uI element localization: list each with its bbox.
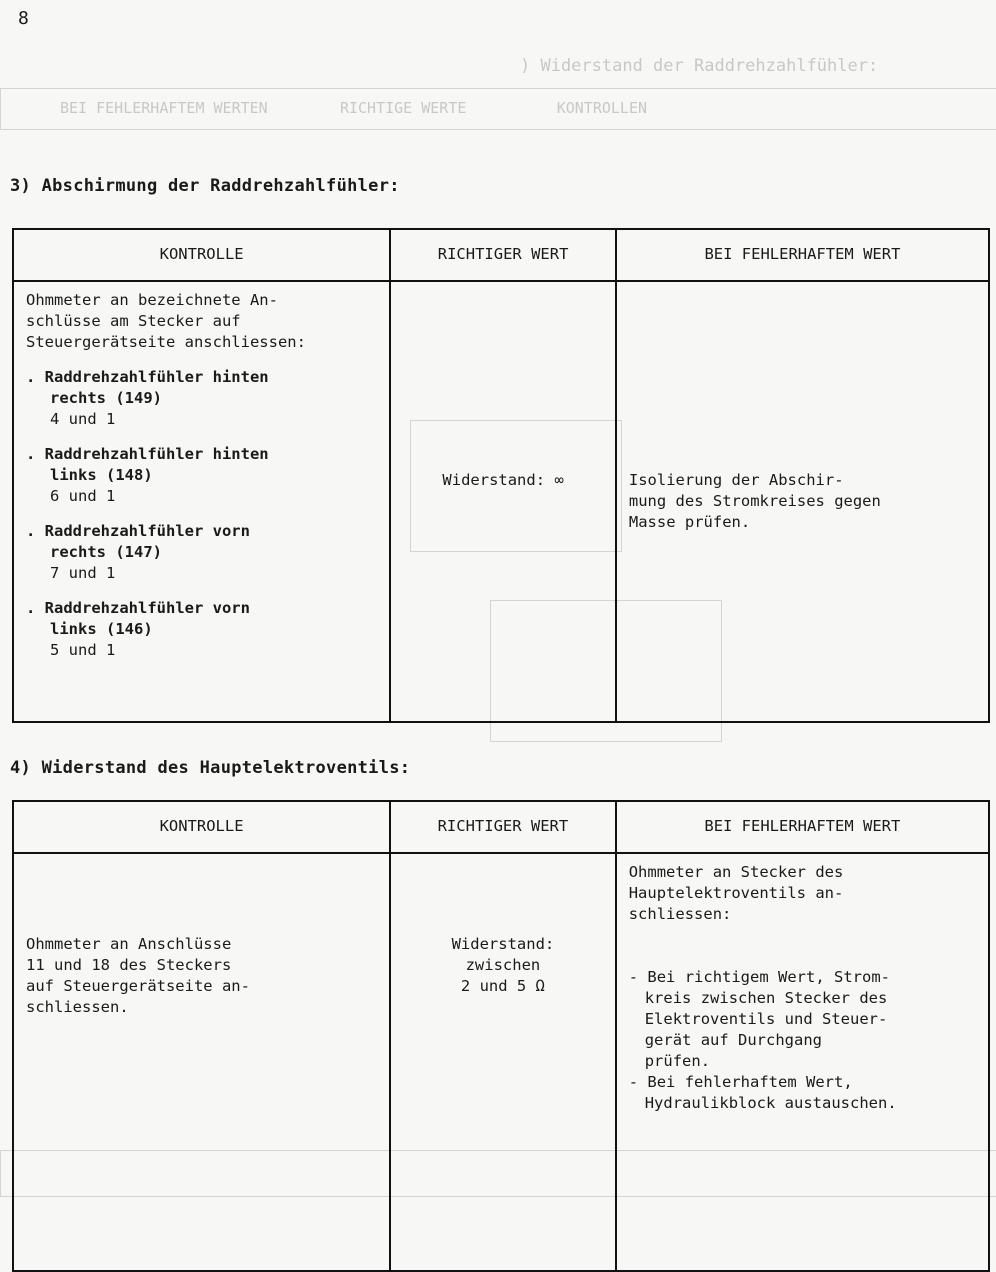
fehler-intro-line: Hauptelektroventils an- bbox=[628, 884, 844, 902]
fehler-intro-line: Ohmmeter an Stecker des bbox=[628, 863, 844, 881]
fehler-dash-line: Hydraulikblock austauschen. bbox=[644, 1094, 897, 1112]
section-3-table bbox=[12, 228, 990, 723]
col-richtig-header: RICHTIGER WERT bbox=[390, 801, 616, 853]
fehler-line: Isolierung der Abschir- bbox=[628, 471, 844, 489]
richtig-line: Widerstand: bbox=[451, 935, 555, 953]
kontrolle-line: 11 und 18 des Steckers bbox=[26, 956, 232, 974]
section-4-table bbox=[12, 800, 990, 1272]
fehler-cell bbox=[616, 281, 989, 722]
richtig-cell bbox=[390, 281, 616, 722]
list-item: . Raddrehzahlfühler hinten rechts (149) 4 und 1 bbox=[26, 367, 377, 430]
section-4-heading: 4) Widerstand des Hauptelektroventils: bbox=[10, 758, 411, 778]
intro-line: Steuergerätseite anschliessen: bbox=[26, 333, 306, 351]
fehler-line: Masse prüfen. bbox=[628, 513, 751, 531]
page-number: 8 bbox=[18, 8, 29, 29]
item-line1: Raddrehzahlfühler hinten bbox=[44, 445, 269, 463]
kontrolle-cell bbox=[13, 853, 390, 1271]
col-kontrolle-header: KONTROLLE bbox=[13, 229, 390, 281]
item-line2: rechts (147) bbox=[50, 543, 162, 561]
bleed-through-text: ) Widerstand der Raddrehzahlfühler: bbox=[520, 56, 879, 76]
intro-line: schlüsse am Stecker auf bbox=[26, 312, 241, 330]
item-line1: Raddrehzahlfühler vorn bbox=[44, 522, 250, 540]
kontrolle-line: schliessen. bbox=[26, 998, 129, 1016]
col-fehler-header: BEI FEHLERHAFTEM WERT bbox=[616, 801, 989, 853]
col-richtig-header: RICHTIGER WERT bbox=[390, 229, 616, 281]
item-line2: links (148) bbox=[50, 466, 153, 484]
table-row bbox=[13, 853, 989, 1271]
table-row bbox=[13, 281, 989, 722]
kontrolle-line: auf Steuergerätseite an- bbox=[26, 977, 250, 995]
fehler-line: mung des Stromkreises gegen bbox=[628, 492, 881, 510]
fehler-dash-line: kreis zwischen Stecker des bbox=[644, 989, 888, 1007]
col-fehler-header: BEI FEHLERHAFTEM WERT bbox=[616, 229, 989, 281]
kontrolle-cell bbox=[13, 281, 390, 722]
fehler-cell bbox=[616, 853, 989, 1271]
table-header-row bbox=[13, 801, 989, 853]
item-pins: 4 und 1 bbox=[50, 410, 116, 428]
section-3-heading: 3) Abschirmung der Raddrehzahlfühler: bbox=[10, 176, 400, 196]
richtig-line: zwischen bbox=[465, 956, 541, 974]
item-pins: 7 und 1 bbox=[50, 564, 116, 582]
kontrolle-line: Ohmmeter an Anschlüsse bbox=[26, 935, 232, 953]
item-line2: links (146) bbox=[50, 620, 153, 638]
fehler-dash-line: - Bei fehlerhaftem Wert, bbox=[628, 1073, 853, 1091]
fehler-dash-item bbox=[629, 1072, 976, 1114]
fehler-intro-line: schliessen: bbox=[628, 905, 732, 923]
list-item: . Raddrehzahlfühler vorn links (146) 5 und 1 bbox=[26, 598, 377, 661]
list-item: . Raddrehzahlfühler vorn rechts (147) 7 und 1 bbox=[26, 521, 377, 584]
fehler-dash-item bbox=[629, 967, 976, 1072]
item-line2: rechts (149) bbox=[50, 389, 162, 407]
fehler-dash-line: gerät auf Durchgang bbox=[644, 1031, 823, 1049]
richtig-value: Widerstand: ∞ bbox=[442, 471, 564, 489]
item-line1: Raddrehzahlfühler vorn bbox=[44, 599, 250, 617]
item-line1: Raddrehzahlfühler hinten bbox=[44, 368, 269, 386]
fehler-dash-line: - Bei richtigem Wert, Strom- bbox=[628, 968, 890, 986]
bleed-through-table bbox=[0, 88, 996, 130]
item-pins: 6 und 1 bbox=[50, 487, 116, 505]
col-kontrolle-header: KONTROLLE bbox=[13, 801, 390, 853]
bleed-through-text: BEI FEHLERHAFTEM WERTEN RICHTIGE WERTE KONTROLLEN bbox=[60, 99, 647, 117]
fehler-dash-line: Elektroventils und Steuer- bbox=[644, 1010, 888, 1028]
item-pins: 5 und 1 bbox=[50, 641, 116, 659]
table-header-row bbox=[13, 229, 989, 281]
intro-line: Ohmmeter an bezeichnete An- bbox=[26, 291, 278, 309]
fehler-dash-line: prüfen. bbox=[644, 1052, 711, 1070]
list-item: . Raddrehzahlfühler hinten links (148) 6 und 1 bbox=[26, 444, 377, 507]
richtig-line: 2 und 5 Ω bbox=[460, 977, 545, 995]
richtig-cell bbox=[390, 853, 616, 1271]
